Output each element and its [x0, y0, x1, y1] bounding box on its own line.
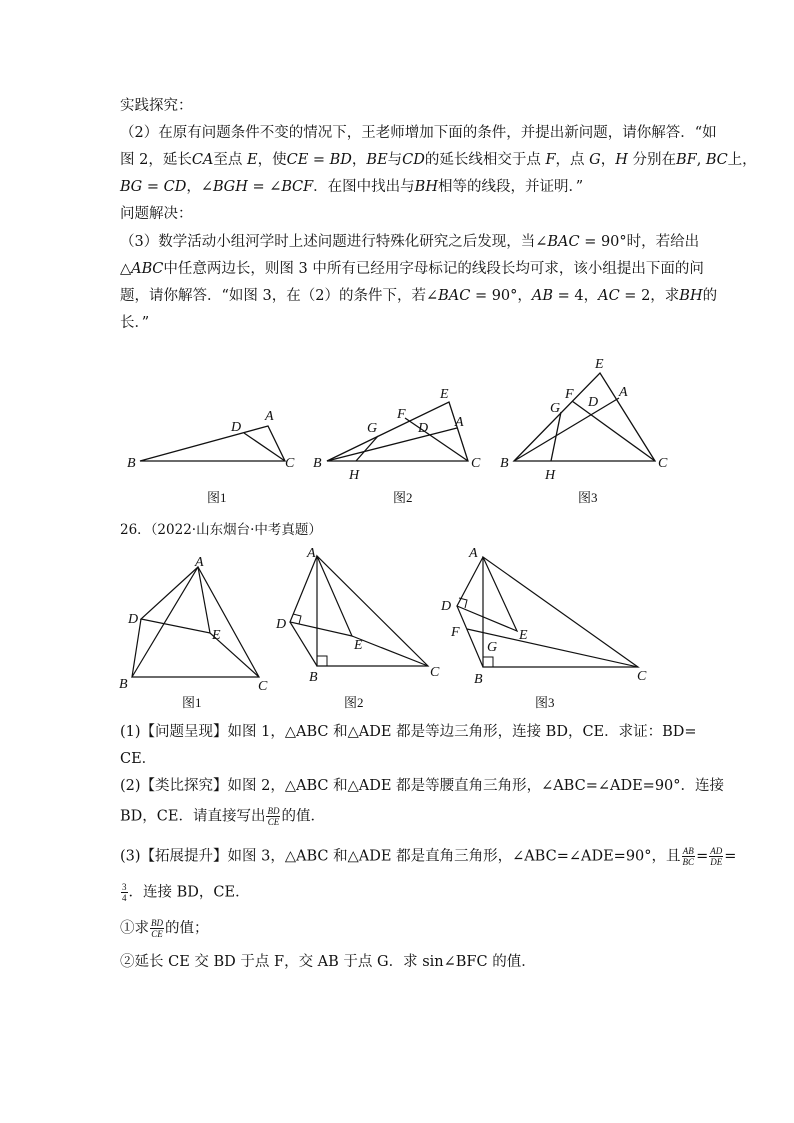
s1-f3-label-a: A	[619, 385, 628, 400]
section1-figures	[0, 340, 794, 515]
s2-f3-label-a: A	[469, 546, 478, 561]
s2-f2-caption: 图2	[344, 695, 364, 710]
s2-f3-label-c: C	[637, 669, 647, 684]
s1-f2-caption: 图2	[393, 490, 413, 505]
fraction-bd-ce-2	[150, 918, 164, 939]
s1-f2-label-f: F	[397, 407, 406, 422]
s2-f1-label-c: C	[258, 679, 268, 694]
s2-f3-caption: 图3	[535, 695, 555, 710]
p3-line-2-text: ．连接 BD，CE．	[128, 884, 250, 901]
s1-f3-label-e: E	[595, 357, 604, 372]
fraction-3-4	[121, 882, 128, 903]
p2-line-1: (2)【类比探究】如图 2，△ABC 和△ADE 都是等腰直角三角形，∠ABC=∠ADE=90°．连接	[120, 778, 725, 794]
p3-line-1-text: (3)【拓展提升】如图 3，△ABC 和△ADE 都是直角三角形，∠ABC=∠ADE=90°，且	[120, 848, 681, 865]
s1-f1-label-b: B	[127, 456, 136, 471]
fraction-den: CE	[267, 817, 280, 827]
p3-sub-1-text-b: 的值；	[165, 920, 209, 937]
s2-f1-caption: 图1	[182, 695, 202, 710]
s1-f2-label-d: D	[418, 421, 429, 436]
s2-f3-label-d: D	[441, 599, 452, 614]
s2-f3-label-g: G	[487, 640, 498, 655]
s1-f1-caption: 图1	[207, 490, 227, 505]
s2-f2-label-c: C	[430, 665, 440, 680]
p3-sub-1	[120, 918, 209, 939]
s1-f3-label-h: H	[545, 468, 556, 483]
s2-f2-label-b: B	[309, 670, 318, 685]
q2-line-1: （2）在原有问题条件不变的情况下，王老师增加下面的条件，并提出新问题，请你解答．“如	[120, 125, 717, 141]
q2-line-3: 𝐵𝐺 = 𝐶𝐷，∠𝐵𝐺𝐻 = ∠𝐵𝐶𝐹．在图中找出与𝐵𝐻相等的线段，并证明．”	[120, 179, 584, 195]
problem-26-title: 26．（2022·山东烟台·中考真题）	[120, 522, 322, 538]
s1-f2-label-h: H	[349, 468, 360, 483]
section2-figures	[0, 545, 794, 715]
fraction-num: BD	[267, 806, 280, 816]
p1-line-2: CE．	[120, 751, 157, 767]
q3-line-2: △𝐴𝐵𝐶中任意两边长，则图 3 中所有已经用字母标记的线段长均可求，该小组提出下面的问	[120, 261, 704, 277]
s1-f2-label-a: A	[455, 415, 464, 430]
s2-f3-label-b: B	[474, 672, 483, 687]
s1-f1-label-a: A	[265, 409, 274, 424]
s2-f1-label-e: E	[212, 628, 221, 643]
equals-sign-2: =	[724, 848, 737, 865]
p2-line-2	[120, 806, 325, 827]
fraction-den: CE	[151, 929, 163, 939]
s1-f3-label-f: F	[565, 387, 574, 402]
s2-f1-label-b: B	[119, 677, 128, 692]
s2-f3-label-f: F	[451, 625, 460, 640]
s1-figure-1	[127, 409, 295, 505]
fraction-num: BD	[151, 918, 163, 928]
s1-f2-label-c: C	[471, 456, 481, 471]
p3-line-2	[120, 882, 250, 903]
fraction-ab-bc	[682, 846, 696, 867]
fraction-den: 4	[122, 893, 127, 903]
fraction-bd-ce	[266, 806, 280, 827]
fraction-ad-de	[709, 846, 723, 867]
heading-practice: 实践探究：	[120, 98, 193, 114]
s1-f3-label-b: B	[500, 456, 509, 471]
p2-line-2-text-a: BD，CE．请直接写出	[120, 808, 266, 825]
q3-line-1: （3）数学活动小组河学时上述问题进行特殊化研究之后发现，当∠𝐵𝐴𝐶 = 90°时，若给出	[120, 234, 700, 250]
p3-sub-2: ②延长 CE 交 BD 于点 F，交 AB 于点 G．求 sin∠BFC 的值．	[120, 954, 536, 970]
s1-f3-label-g: G	[550, 401, 561, 416]
s2-f2-label-d: D	[276, 617, 287, 632]
fraction-num: 3	[122, 882, 127, 892]
s2-figure-1	[119, 555, 268, 710]
fraction-num: AB	[682, 846, 694, 856]
s2-f3-label-e: E	[519, 628, 528, 643]
equals-sign: =	[696, 848, 709, 865]
s1-figure-3	[500, 357, 668, 505]
s1-f1-label-d: D	[231, 420, 242, 435]
s1-f1-label-c: C	[285, 456, 295, 471]
fraction-num: AD	[710, 846, 723, 856]
fraction-den: DE	[710, 857, 723, 867]
s2-f1-label-a: A	[195, 555, 204, 570]
s1-f2-label-b: B	[313, 456, 322, 471]
p1-line-1: (1)【问题呈现】如图 1，△ABC 和△ADE 都是等边三角形，连接 BD，CE．求证：BD=	[120, 724, 697, 740]
s2-figure-2	[275, 546, 440, 710]
p2-line-2-text-b: 的值．	[281, 808, 325, 825]
q3-line-4: 长．”	[120, 315, 150, 331]
q2-line-2: 图 2，延长𝐶𝐴至点 𝐸，使𝐶𝐸 = 𝐵𝐷，𝐵𝐸与𝐶𝐷的延长线相交于点 𝐹，点 𝐺，𝐻 分别在𝐵𝐹, 𝐵𝐶上，	[120, 152, 757, 168]
s2-f1-label-d: D	[128, 612, 139, 627]
s2-f2-label-e: E	[354, 638, 363, 653]
s2-f2-label-a: A	[307, 546, 316, 561]
fraction-den: BC	[682, 857, 695, 867]
s1-f2-label-e: E	[440, 387, 449, 402]
p3-line-1	[120, 846, 736, 867]
q3-line-3: 题，请你解答．“如图 3，在（2）的条件下，若∠𝐵𝐴𝐶 = 90°，𝐴𝐵 = 4，𝐴𝐶 = 2，求𝐵𝐻的	[120, 288, 718, 304]
heading-solve: 问题解决：	[120, 206, 193, 222]
s1-f2-label-g: G	[367, 421, 378, 436]
s1-f3-label-d: D	[588, 395, 599, 410]
s1-f3-caption: 图3	[578, 490, 598, 505]
s1-f3-label-c: C	[658, 456, 668, 471]
s2-figure-3	[440, 546, 647, 710]
p3-sub-1-text-a: ①求	[120, 920, 149, 937]
s1-figure-2	[313, 387, 481, 505]
